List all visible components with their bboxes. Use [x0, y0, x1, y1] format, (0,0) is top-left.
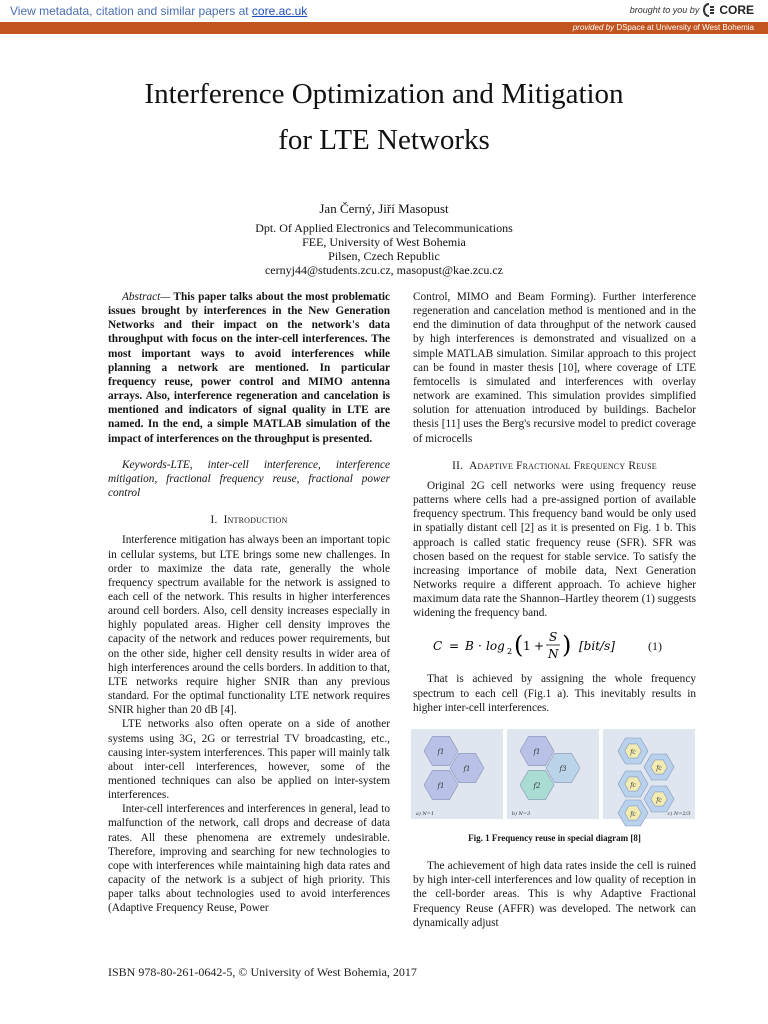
eq-s: S [549, 630, 558, 645]
eq-c: C [433, 639, 443, 654]
cell-label-c-5: fc [630, 810, 636, 818]
cell-label-a-1: f1 [437, 747, 445, 756]
shannon-equation [413, 626, 696, 666]
abstract-label: Abstract— [122, 291, 171, 303]
paper-title-line-1: Interference Optimization and Mitigation [144, 78, 624, 110]
frequency-reuse-figure [413, 727, 696, 827]
core-metadata-line [10, 4, 307, 18]
cell-label-c-3: fc [630, 781, 636, 789]
core-header [0, 0, 768, 23]
core-brand[interactable] [630, 3, 754, 17]
cell-label-c-1: fc [630, 748, 636, 756]
core-metadata-text: View metadata, citation and similar papers at [10, 4, 249, 18]
core-brand-name: CORE [719, 3, 754, 17]
afr-paragraph-3: The achievement of high data rates inside the cell is ruined by high inter-cell interferences and low quality of reception in the cell-border areas. This is why Adaptive Fractional Frequency Reuse (AFFR) was developed. The network can dynamically adjust [413, 860, 696, 929]
afr-paragraph-1: Original 2G cell networks were using frequency reuse patterns where cells had a pre-assigned portion of available frequency spectrum. This frequency band would be only used in spatially distant cell [2] as it is presented on Fig. 1 b. This approach is called static frequency reuse (SFR). SFR was chosen based on the request for stable service. To satisfy the increasing importance of mobile data, Next Generation Networks require a different approach. To achieve higher maximum data rate the Shannon–Hartley theorem (1) suggests widening the frequency band. [413, 479, 696, 620]
afr-paragraph-2: That is achieved by assigning the whole frequency spectrum to each cell (Fig.1 a). This inevitably results in higher inter-cell interferences. [413, 673, 696, 714]
cell-label-a-3: f1 [463, 764, 471, 773]
cell-label-c-4: fc [656, 796, 662, 804]
core-brought-by: brought to you by [629, 5, 700, 15]
provided-source: DSpace at University of West Bohemia [616, 23, 754, 32]
eq-n: N [548, 647, 559, 662]
cell-label-b-2: f2 [533, 781, 541, 790]
author-emails: cernyj44@students.zcu.cz, masopust@kae.zcu.cz [264, 263, 503, 277]
cell-label-b-3: f3 [559, 764, 567, 773]
eq-rparen: ) [562, 631, 572, 660]
eq-sub2: 2 [507, 647, 513, 657]
cell-label-b-1: f1 [533, 747, 541, 756]
eq-equals: = [449, 639, 460, 654]
frequency-reuse-diagram [411, 727, 699, 827]
keywords: Keywords-LTE, inter-cell interference, interference mitigation, fractional frequency reuse, fractional power control [108, 458, 390, 500]
eq-dot: · [478, 639, 482, 654]
paper-title-line-2: for LTE Networks [278, 124, 490, 156]
panel-label-a: a) N=1 [415, 810, 435, 817]
eq-b: B [465, 639, 474, 654]
abstract-body: This paper talks about the most problematic issues brought by interferences in the New Generation Networks and their impact on the network's data throughput with focus on the inter-cell interferences. The most important ways to avoid interferences while planning a network are mentioned. In particular frequency reuse, power control and MIMO antenna arrays. Also, interference regeneration and cancelation is mentioned and indicators of signal quality in LTE are named. In the end, a simple MATLAB simulation of the impact of interferences on the throughput is presented. [108, 291, 390, 445]
provided-by-line [573, 23, 754, 32]
eq-unit: [bit/s] [579, 639, 615, 654]
paper-authors: Jan Černý, Jiří Masopust [319, 201, 449, 216]
section-2-title: Adaptive Fractional Frequency Reuse [469, 459, 657, 472]
left-column [108, 290, 390, 916]
continued-paragraph: Control, MIMO and Beam Forming). Further interference regeneration and cancelation method is mentioned and in the end the diminution of data throughput of the network caused by high interferences is demonstrated and visualized on a simple MATLAB simulation. Similar approach to this project can be found in master thesis [10], where coverage of LTE femtocells is simulated and interferences with overlay network are examined. This simulation provides simplified solution for attenuation introduced by buildings. Bachelor thesis [11] uses the Berg's recursive model to predict coverage of microcells [413, 291, 696, 445]
intro-paragraph-1: Interference mitigation has always been an important topic in cellular systems, but LTE brings some new challenges. In order to maximize the data rate, generally the whole frequency spectrum available for the network is assigned to each cell of the network. This results in higher interferences around cell borders. Also, cell density increases especially in highly populated areas. Higher cell density improves the capacity of the network and reduces power requirements, but on the other side, higher cell density results in wider area of high interferences around the cells borders. In addition to that, LTE networks require higher SNIR than any previous standard. For the optimal functionality LTE network requires SNIR higher than 20 dB [4]. [108, 534, 390, 717]
affiliation-department: Dpt. Of Applied Electronics and Telecommunications [255, 221, 513, 235]
section-1-title: Introduction [223, 514, 288, 527]
intro-paragraph-3: Inter-cell interferences and interferences in general, lead to malfunction of the network, call drops and decrease of data rates. All these phenomena are extremely undesirable. Therefore, improving and searching for new technologies to cope with interferences while maintaining high data rates and capacity of the network is a subject of high priority. This paper talks about technologies used to avoid interferences (Adaptive Frequency Reuse, Power [108, 803, 390, 915]
section-2-heading [413, 459, 696, 473]
equation-formula [427, 626, 637, 666]
cell-label-c-2: fc [656, 764, 662, 772]
provided-prefix: provided by [572, 23, 615, 32]
eq-one: 1 [523, 639, 531, 654]
panel-label-b: b) N=3 [511, 810, 531, 817]
affiliation-location: Pilsen, Czech Republic [328, 249, 440, 263]
section-1-number: I. [210, 514, 218, 527]
equation-number: (1) [648, 639, 662, 654]
cell-label-a-2: f1 [437, 781, 445, 790]
intro-paragraph-2: LTE networks also often operate on a side of another systems using 3G, 2G or terrestrial TV broadcasting, etc., causing inter-system interferences. This paper will mainly talk about inter-cell interferences, however, some of the mentioned techniques can also be applied on inter-system interferences. [108, 718, 390, 802]
core-logo-icon [703, 3, 715, 17]
affiliation-university: FEE, University of West Bohemia [302, 235, 466, 249]
section-2-number: II. [452, 459, 464, 472]
page-footer-isbn: ISBN 978-80-261-0642-5, © University of West Bohemia, 2017 [108, 965, 417, 979]
figure-caption: Fig. 1 Frequency reuse in special diagram [8] [468, 832, 641, 843]
eq-log: log [486, 639, 505, 654]
panel-label-c: c) N=2/3 [667, 810, 691, 817]
abstract [108, 290, 390, 446]
core-link[interactable]: core.ac.uk [251, 4, 308, 18]
section-1-heading [108, 513, 390, 527]
right-column [413, 290, 696, 930]
eq-lparen: ( [514, 631, 524, 660]
eq-plus: + [534, 639, 545, 654]
provided-by-bar [0, 22, 768, 34]
